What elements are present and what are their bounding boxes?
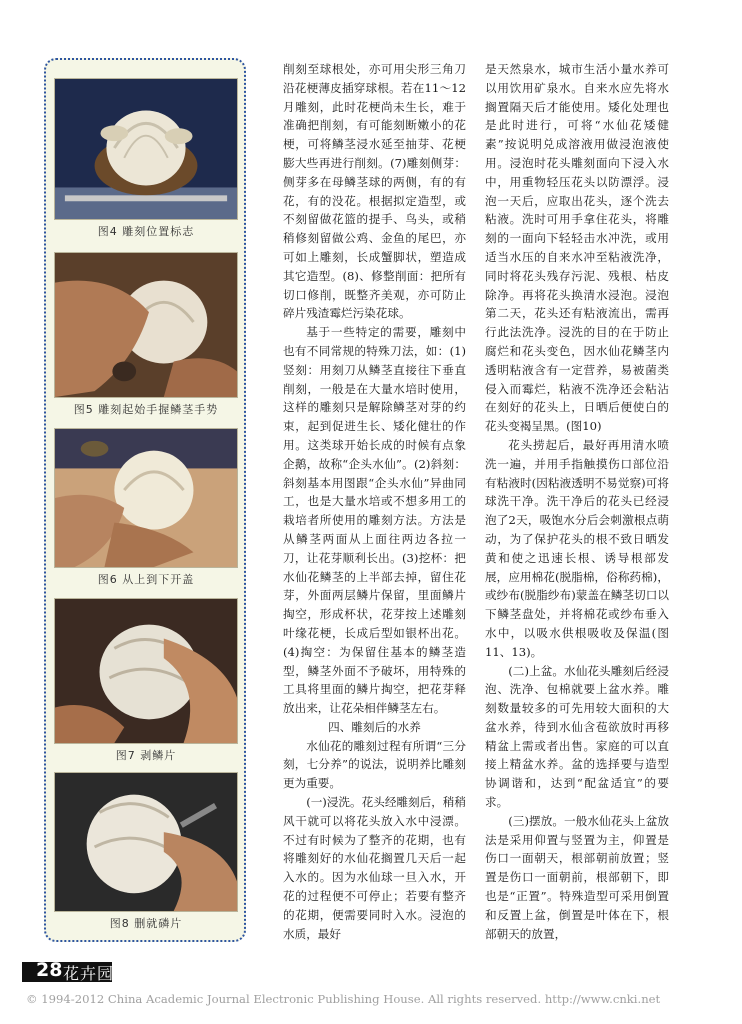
- paragraph: (一)浸洗。花头经雕刻后，稍稍风干就可以将花头放入水中浸漂。不过有时候为了整齐的花期，也有将雕刻好的水仙花搁置几天后一起入水的。因为水仙球一旦入水，开花的过程便不可停止；若要有整齐的花期，便需要同时入水。浸泡的水质，最好: [283, 795, 466, 941]
- figure-6-caption: 图6 从上到下开盖: [97, 573, 195, 586]
- text-column-right: [485, 60, 669, 943]
- figure-8: [54, 772, 238, 931]
- paragraph: 削刻至球根处，亦可用尖形三角刀沿花梗薄皮插穿球根。若在11～12月雕刻，此时花梗尚未生长，难于准确把削刻，有可能刻断嫩小的花梗，可将鳞茎浸水延至抽芽、花梗膨大些再进行削刻。(7)雕刻侧芽：侧芽多在母鳞茎球的两侧，有的有花，有的没花。根据拟定造型，或不刻留做花篮的提手、鸟头，或稍稍修刻留做公鸡、金鱼的尾巴，亦可如上雕刻，长成蟹脚状，塑造成其它造型。(8)、修整削面：把所有切口修削，既整齐美观，亦可防止碎片残渣霉烂污染花球。: [283, 62, 466, 321]
- paragraph: 花头捞起后，最好再用清水喷洗一遍，并用手指触摸伤口部位沿有粘液时(因粘液透明不易觉察)可将球洗干净。洗干净后的花头已经浸泡了2天，吸饱水分后会刺激根点萌动，为了保护花头的根不致日晒发黄和使之迅速长根、诱导根部发展，应用棉花(脱脂棉，俗称药棉)，或纱布(脱脂纱布)蒙盖在鳞茎切口以下鳞茎盘处，并将棉花或纱布垂入水中，以吸水供根吸收及保温(图11、13)。: [485, 437, 669, 659]
- section-heading: 四、雕刻后的水养: [328, 719, 421, 734]
- page-number: 28: [36, 959, 63, 981]
- figure-7-caption: 图7 剥鳞片: [115, 749, 177, 762]
- figure-sidebar: [44, 58, 246, 942]
- paragraph: 基于一些特定的需要，雕刻中也有不同常规的特殊刀法，如：(1)竖刻：用刻刀从鳞茎直接往下垂直削刻，一般是在大量水培时使用，这样的雕刻只是解除鳞茎对芽的约束，起到促进生长、矮化健壮的作用。这类球开始长成的时候有点象企鹅，故称“企头水仙”。(2)斜刻：斜刻基本用图跟“企头水仙”异曲同工，也是大量水培或不想多用工的栽培者所使用的雕刻方法。方法是从鳞茎两面从上面往两边各拉一刀，让花芽顺利长出。(3)挖杯：把水仙花鳞茎的上半部去掉，留住花芽，外面两层鳞片保留，里面鳞片掏空，形成杯状，花芽按上述雕刻叶缘花梗，长成后型如银杯出花。(4)掏空：为保留住基本的鳞茎造型，鳞茎外面不予破坏，用特殊的工具将里面的鳞片掏空，把花芽释放出来，让花朵相伴鳞茎左右。: [283, 325, 466, 716]
- figure-4-caption: 图4 雕刻位置标志: [97, 225, 195, 238]
- figure-8-caption: 图8 删就磷片: [109, 917, 183, 930]
- figure-5-photo: [54, 252, 238, 398]
- journal-name: 花卉园艺: [63, 964, 132, 983]
- paragraph: 是天然泉水，城市生活小量水养可以用饮用矿泉水。自来水应先将水搁置隔天后才能使用。矮化处理也是此时进行，可将“水仙花矮健素”按说明兑成溶液用做浸泡液使用。浸泡时花头雕刻面向下浸入水中，用重物轻压花头以防漂浮。浸泡一天后，应取出花头，逐个洗去粘液。洗时可用手拿住花头，将雕刻的一面向下轻轻击水冲洗，或用适当水压的自来水冲至粘液洗净，同时将花头残存污泥、残根、枯皮除净。再将花头换清水浸泡。浸泡第二天，花头还有粘液流出，需再行此法洗净。浸洗的目的在于防止腐烂和花头变色，因水仙花鳞茎内透明粘液含有一定营养，易被菌类侵入而霉烂，粘液不洗净还会粘沾在刻好的花头上，日晒后便使白的花头变褐呈黑。(图10): [485, 62, 669, 434]
- copyright-notice: © 1994-2012 China Academic Journal Electronic Publishing House. All rights reserved. http://www.cnki.net: [26, 992, 661, 1006]
- paragraph: (三)摆放。一般水仙花头上盆放法是采用仰置与竖置为主，仰置是伤口一面朝天，根部朝前放置；竖置是伤口一面朝前，根部朝下，即也是“正置”。特殊造型可采用倒置和反置上盆，倒置是叶体在下，根部朝天的放置，: [485, 813, 669, 941]
- paragraph: 水仙花的雕刻过程有所谓“三分刻，七分养”的说法，说明养比雕刻更为重要。: [283, 738, 466, 791]
- figure-4-photo: [54, 78, 238, 220]
- figure-6: [54, 428, 238, 587]
- figure-4: [54, 78, 238, 239]
- paragraph: (二)上盆。水仙花头雕刻后经浸泡、洗净、包棉就要上盆水养。雕刻数量较多的可先用较大面积的大盆水养，待到水仙含苞欲放时再移精盆上需或者出售。家庭的可以直接上精盆水养。盆的选择要与造型协调谐和，达到“配盆适宜”的要求。: [485, 663, 669, 810]
- figure-8-photo: [54, 772, 238, 912]
- figure-7-photo: [54, 598, 238, 744]
- figure-5-caption: 图5 雕刻起始手握鳞茎手势: [73, 403, 219, 416]
- figure-5: [54, 252, 238, 417]
- text-column-middle: [283, 60, 466, 943]
- figure-6-photo: [54, 428, 238, 568]
- figure-7: [54, 598, 238, 763]
